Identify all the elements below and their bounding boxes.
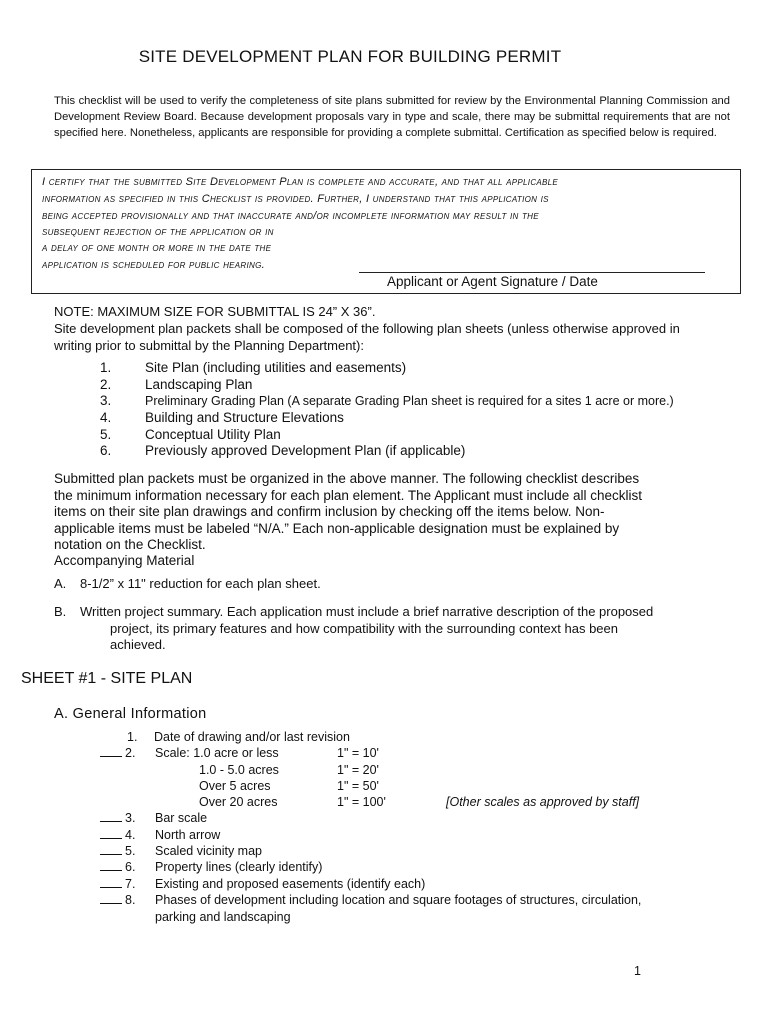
- checklist-row[interactable]: [100, 860, 135, 874]
- scale-note: [Other scales as approved by staff]: [446, 795, 640, 809]
- checkbox-blank[interactable]: [100, 828, 122, 839]
- accompanying-b-line-1: Written project summary. Each application must include a brief narrative description of the proposed: [80, 604, 654, 619]
- certification-line-2: information as specified in this Checklist is provided. Further, I understand that this application is: [42, 193, 549, 205]
- certification-box: [31, 169, 741, 294]
- scale-label: Over 20 acres: [199, 795, 278, 809]
- sheet-title: SHEET #1 - SITE PLAN: [21, 670, 193, 687]
- checklist-text-continued: parking and landscaping: [155, 910, 291, 924]
- checklist-text: North arrow: [155, 828, 221, 842]
- organization-line: the minimum information necessary for each plan element. The Applicant must include all checklist: [54, 488, 643, 503]
- certification-line-5: a delay of one month or more in the date the: [42, 242, 272, 254]
- certification-line-6: application is scheduled for public hearing.: [42, 259, 265, 271]
- max-size-note: NOTE: MAXIMUM SIZE FOR SUBMITTAL IS 24” X 36”.: [54, 304, 376, 319]
- checklist-number: 8.: [125, 893, 136, 907]
- checklist-number: 5.: [125, 844, 136, 858]
- accompanying-a-label: A.: [54, 576, 67, 591]
- plan-sheet-text: Building and Structure Elevations: [145, 410, 344, 425]
- accompanying-b-line-2: project, its primary features and how compatibility with the surrounding context has been: [110, 621, 618, 636]
- plan-sheet-text: Landscaping Plan: [145, 377, 253, 392]
- checkbox-blank[interactable]: [100, 746, 122, 757]
- checklist-number: 2.: [125, 746, 136, 760]
- plan-sheet-number: 2.: [100, 377, 112, 392]
- scale-value: 1" = 10': [337, 746, 379, 760]
- plan-sheet-number: 6.: [100, 443, 112, 458]
- accompanying-b-line-3: achieved.: [110, 637, 166, 652]
- plan-sheet-text: Conceptual Utility Plan: [145, 427, 281, 442]
- checkbox-blank[interactable]: [100, 811, 122, 822]
- certification-line-4: subsequent rejection of the application or in: [42, 226, 274, 238]
- checkbox-blank[interactable]: [100, 893, 122, 904]
- page-number: 1: [634, 964, 641, 978]
- section-a-heading: A. General Information: [54, 706, 207, 722]
- checkbox-blank[interactable]: [100, 844, 122, 855]
- organization-line: items on their site plan drawings and confirm inclusion by checking off the items below. Non-: [54, 504, 605, 519]
- plan-sheet-text: Preliminary Grading Plan (A separate Grading Plan sheet is required for a sites 1 acre or more.): [145, 394, 674, 408]
- scale-value: 1" = 20': [337, 763, 379, 777]
- checklist-row[interactable]: [100, 877, 135, 891]
- plan-sheet-text: Previously approved Development Plan (if applicable): [145, 443, 466, 458]
- checklist-row[interactable]: [100, 746, 135, 760]
- checklist-text: Property lines (clearly identify): [155, 860, 323, 874]
- signature-line[interactable]: [359, 272, 705, 273]
- certification-line-1: I certify that the submitted Site Development Plan is complete and accurate, and that all applicable: [42, 176, 559, 188]
- intro-paragraph: This checklist will be used to verify the completeness of site plans submitted for review by the Environmental Planning Commission and Development Review Board. Because development proposals vary in type and scale, there may be submittal requirements that are not specified here. Nonetheless, applicants are responsible for providing a complete submittal. Certification as specified below is required.: [54, 95, 730, 139]
- accompanying-b-label: B.: [54, 604, 67, 619]
- packet-intro-line-2: writing prior to submittal by the Planning Department):: [54, 338, 364, 353]
- checklist-row[interactable]: [100, 844, 135, 858]
- plan-sheet-number: 1.: [100, 360, 112, 375]
- plan-sheet-number: 5.: [100, 427, 112, 442]
- checklist-row[interactable]: [100, 811, 135, 825]
- checklist-number: 1.: [127, 730, 138, 744]
- page-title: SITE DEVELOPMENT PLAN FOR BUILDING PERMIT: [138, 47, 562, 66]
- checklist-text: Date of drawing and/or last revision: [154, 730, 350, 744]
- accompanying-title: Accompanying Material: [54, 553, 195, 568]
- plan-sheet-text: Site Plan (including utilities and easements): [145, 360, 407, 375]
- packet-intro-line-1: Site development plan packets shall be composed of the following plan sheets (unless otherwise approved in: [54, 321, 680, 336]
- plan-sheet-number: 4.: [100, 410, 112, 425]
- organization-line: Submitted plan packets must be organized in the above manner. The following checklist describes: [54, 471, 640, 486]
- scale-value: 1" = 100': [337, 795, 386, 809]
- checklist-text: Bar scale: [155, 811, 208, 825]
- plan-sheet-number: 3.: [100, 393, 112, 408]
- checkbox-blank[interactable]: [100, 860, 122, 871]
- checklist-text: Existing and proposed easements (identify each): [155, 877, 426, 891]
- organization-line: notation on the Checklist.: [54, 537, 206, 552]
- scale-label: Over 5 acres: [199, 779, 271, 793]
- checklist-row[interactable]: [100, 828, 135, 842]
- checklist-number: 7.: [125, 877, 136, 891]
- checklist-text: Scaled vicinity map: [155, 844, 262, 858]
- checkbox-blank[interactable]: [100, 877, 122, 888]
- checklist-number: 6.: [125, 860, 136, 874]
- accompanying-a-text: 8-1/2” x 11" reduction for each plan sheet.: [80, 576, 321, 591]
- signature-label: Applicant or Agent Signature / Date: [387, 274, 598, 289]
- scale-label: 1.0 - 5.0 acres: [199, 763, 279, 777]
- checklist-text: Scale: 1.0 acre or less: [155, 746, 279, 760]
- checklist-row[interactable]: [100, 893, 135, 907]
- checklist-number: 3.: [125, 811, 136, 825]
- scale-value: 1" = 50': [337, 779, 379, 793]
- certification-line-3: being accepted provisionally and that inaccurate and/or incomplete information may result in the: [42, 210, 539, 222]
- checklist-number: 4.: [125, 828, 136, 842]
- checklist-text: Phases of development including location and square footages of structures, circulation,: [155, 893, 642, 907]
- organization-line: applicable items must be labeled “N/A.” Each non-applicable designation must be explained by: [54, 521, 620, 536]
